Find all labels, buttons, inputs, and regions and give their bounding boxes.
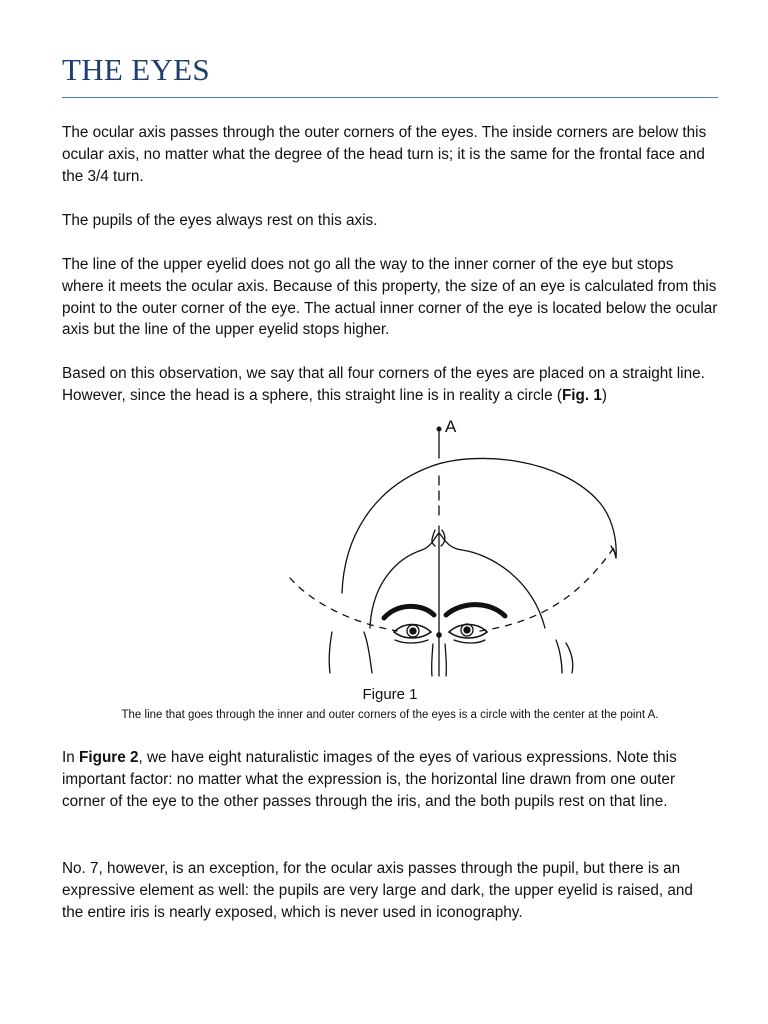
figure-description: The line that goes through the inner and outer corners of the eyes is a circle with the center at the point A.	[121, 709, 659, 721]
paragraph-text-end: )	[601, 386, 607, 404]
page-title: THE EYES	[62, 52, 210, 87]
paragraph-text: Based on this observation, we say that all four corners of the eyes are placed on a straight line. However, since the head is a sphere, this straight line is in reality a circle (	[62, 365, 705, 404]
paragraph-pupils: The pupils of the eyes always rest on this axis.	[62, 212, 378, 229]
head-sketch-illustration	[222, 418, 622, 680]
figure-2-reference: Figure 2	[79, 749, 139, 766]
paragraph-exception: No. 7, however, is an exception, for the ocular axis passes through the pupil, but there is an expressive element as well: the pupils are very large and dark, the upper eyelid is raised, and the entire iris is nearly exposed, which is never used in iconography.	[62, 860, 693, 921]
paragraph-ocular-axis: The ocular axis passes through the outer corners of the eyes. The inside corners are below this ocular axis, no matter what the degree of the head turn is; it is the same for the frontal face and the 3/4 turn.	[62, 124, 707, 185]
figure-reference: Fig. 1	[561, 386, 602, 404]
paragraph-figure-2	[62, 747, 718, 812]
paragraph-corners-circle	[62, 363, 718, 407]
point-a-label: A	[445, 418, 457, 436]
title-underline	[62, 97, 718, 98]
paragraph-text-start: In	[62, 749, 80, 766]
figure-1-drawing	[222, 418, 622, 680]
paragraph-text: , we have eight naturalistic images of the eyes of various expressions. Note this important factor: no matter what the expression is, the horizontal line drawn from one outer corner of the eye to the other passes through the iris, and the both pupils rest on that line.	[62, 749, 677, 810]
figure-caption: Figure 1	[362, 686, 418, 703]
paragraph-upper-eyelid: The line of the upper eyelid does not go all the way to the inner corner of the eye but stops where it meets the ocular axis. Because of this property, the size of an eye is calculated from this point to the outer corner of the eye. The actual inner corner of the eye is located below the ocular axis but the line of the upper eyelid stops higher.	[62, 256, 718, 339]
